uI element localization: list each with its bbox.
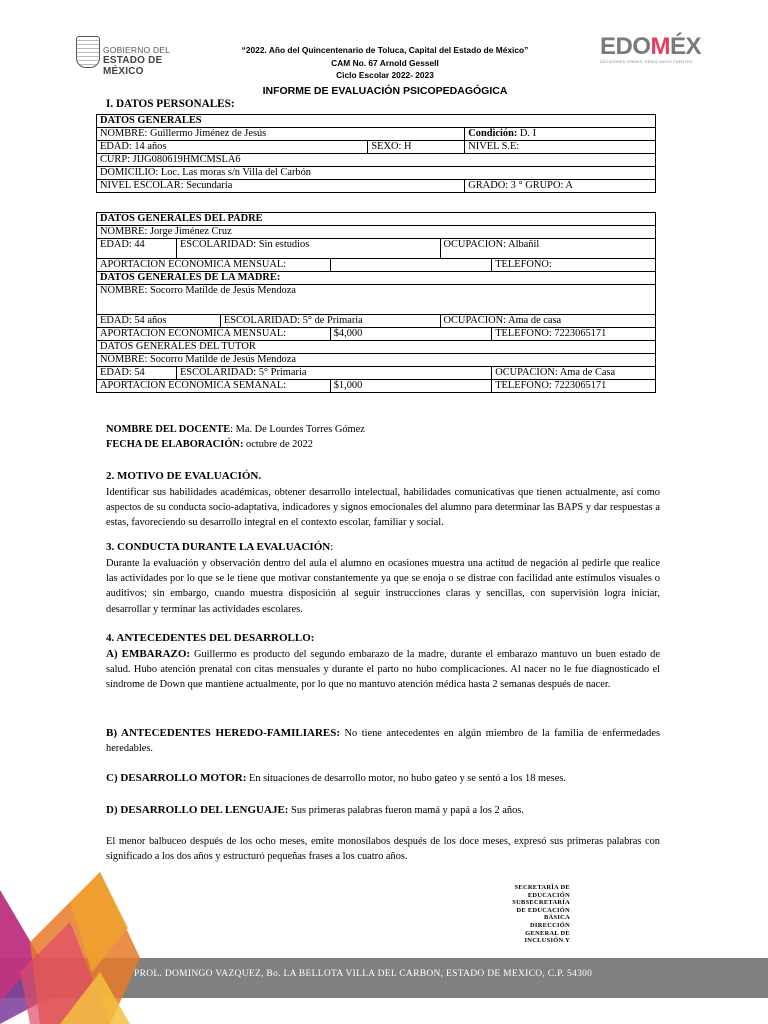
embarazo-text: Guillermo es producto del segundo embarazo de la madre, durante el embarazo mantuvo un buen estado de salud. Hubo atención prenatal con citas mensuales y durante el parto no hubo complicaciones. Al nacer no le fue diagnosticado el síndrome de Down que mantiene actualmente, por lo que no mantuvo atención médica hasta 2 semanas después de nacer. bbox=[106, 649, 660, 691]
date-line bbox=[106, 439, 313, 450]
student-age: EDAD: 14 años bbox=[97, 141, 368, 154]
table-row bbox=[97, 285, 656, 315]
father-name: NOMBRE: Jorge Jiménez Cruz bbox=[97, 226, 656, 239]
embarazo-paragraph bbox=[106, 647, 660, 693]
motor-label: C) DESARROLLO MOTOR: bbox=[106, 772, 247, 784]
table-row bbox=[97, 213, 656, 226]
brand-mark: M bbox=[650, 33, 671, 60]
table-row bbox=[97, 259, 656, 272]
mother-occupation: OCUPACION: Ama de casa bbox=[440, 315, 656, 328]
antecedentes-title: 4. ANTECEDENTES DEL DESARROLLO: bbox=[106, 632, 315, 644]
father-heading: DATOS GENERALES DEL PADRE bbox=[97, 213, 656, 226]
mother-income-value: $4,000 bbox=[330, 328, 491, 341]
teacher-label: NOMBRE DEL DOCENTE bbox=[106, 424, 231, 435]
school-name: CAM No. 67 Arnold Gessell bbox=[331, 57, 439, 68]
decorative-triangles-icon bbox=[0, 862, 140, 1024]
teacher-name: : Ma. De Lourdes Torres Gómez bbox=[230, 424, 365, 435]
table-row bbox=[97, 328, 656, 341]
embarazo-label: A) EMBARAZO: bbox=[106, 648, 191, 660]
table-row bbox=[97, 380, 656, 393]
motor-text: En situaciones de desarrollo motor, no hubo gateo y se sentó a los 18 meses. bbox=[246, 773, 566, 784]
table-row bbox=[97, 239, 656, 259]
state-seal-icon bbox=[76, 36, 100, 68]
table-row bbox=[97, 167, 656, 180]
father-age: EDAD: 44 bbox=[97, 239, 177, 259]
father-occupation: OCUPACION: Albañil bbox=[440, 239, 656, 259]
table-row bbox=[97, 226, 656, 239]
general-data-table bbox=[96, 114, 656, 193]
brand-left: EDO bbox=[600, 33, 651, 60]
family-data-table bbox=[96, 212, 656, 393]
motivo-title: 2. MOTIVO DE EVALUACIÓN. bbox=[106, 470, 262, 482]
student-level-se: NIVEL S.E: bbox=[465, 141, 656, 154]
student-grade: GRADO: 3 ° GRUPO: A bbox=[465, 180, 656, 193]
mother-phone: TELEFONO: 7223065171 bbox=[492, 328, 656, 341]
tutor-income-value: $1,000 bbox=[330, 380, 491, 393]
student-school-level: NIVEL ESCOLAR: Secundaria bbox=[97, 180, 465, 193]
father-income-label: APORTACION ECONOMICA MENSUAL: bbox=[97, 259, 331, 272]
lenguaje-text: Sus primeras palabras fueron mamá y papá a los 2 años. bbox=[288, 805, 524, 816]
lenguaje-label: D) DESARROLLO DEL LENGUAJE: bbox=[106, 804, 289, 816]
balbuceo-paragraph: El menor balbuceo después de los ocho meses, emite monosílabos después de los doce meses, expresó sus primeras palabras con significado a los dos años y estructuró pequeñas frases a los cuatro años. bbox=[106, 836, 660, 863]
gov-logo-line1: GOBIERNO DEL bbox=[103, 45, 171, 55]
father-phone: TELEFONO: bbox=[492, 259, 656, 272]
table-row bbox=[97, 315, 656, 328]
motivo-text: Identificar sus habilidades académicas, obtener desarrollo intelectual, habilidades comunicativas que tienen actualmente, así como aspectos de su conducta socio-adaptativa, indicadores y signos emocionales del alumno para determinar las BAPS y dar respuestas a estas, favoreciendo su desarrollo integral en el contexto escolar, familiar y social. bbox=[106, 487, 660, 529]
teacher-line bbox=[106, 424, 365, 435]
conducta-text: Durante la evaluación y observación dentro del aula el alumno en ocasiones muestra una actitud de negación al pedirle que realice las actividades por lo que se le tiene que motivar constantemente ya que se enoja o se distrae con facilidad ante estímulos visuales o auditivos; sin embargo, cuando muestra disposición al seguir instrucciones claras y sencillas, con supervisión logra iniciar, desarrollar y terminar las actividades escolares. bbox=[106, 558, 660, 615]
mother-income-label: APORTACION ECONOMICA MENSUAL: bbox=[97, 328, 331, 341]
general-heading: DATOS GENERALES bbox=[97, 115, 656, 128]
tutor-age: EDAD: 54 bbox=[97, 367, 177, 380]
table-row bbox=[97, 154, 656, 167]
table-row bbox=[97, 115, 656, 128]
table-row bbox=[97, 341, 656, 354]
edomex-logo bbox=[600, 34, 720, 70]
tutor-schooling: ESCOLARIDAD: 5° Primaria bbox=[176, 367, 491, 380]
motto: “2022. Año del Quincentenario de Toluca, Capital del Estado de México” bbox=[241, 45, 529, 55]
mother-name: NOMBRE: Socorro Matilde de Jesús Mendoza bbox=[97, 285, 656, 315]
table-row bbox=[97, 141, 656, 154]
gov-logo-line2: ESTADO DE MÉXICO bbox=[103, 55, 163, 77]
document-title: INFORME DE EVALUACIÓN PSICOPEDAGÓGICA bbox=[262, 85, 508, 97]
condition-label: Condición: bbox=[468, 128, 518, 139]
footer-address: PROL. DOMINGO VAZQUEZ, Bo. LA BELLOTA VILLA DEL CARBON, ESTADO DE MEXICO, C.P. 54300 bbox=[134, 969, 593, 979]
heredo-text: No tiene antecedentes en algún miembro de la familia de enfermedades heredables. bbox=[106, 728, 660, 755]
conducta-title: 3. CONDUCTA DURANTE LA EVALUACIÓN: bbox=[106, 541, 334, 553]
table-row bbox=[97, 272, 656, 285]
student-curp: CURP: JIJG080619HMCMSLA6 bbox=[97, 154, 656, 167]
date-value: octubre de 2022 bbox=[243, 439, 313, 450]
brand-tagline: DECISIONES FIRMES, RESULTADOS FUERTES. bbox=[600, 60, 694, 64]
heredo-label: B) ANTECEDENTES HEREDO-FAMILIARES: bbox=[106, 727, 341, 739]
father-income-value bbox=[330, 259, 491, 272]
section-1-title: I. DATOS PERSONALES: bbox=[106, 98, 235, 110]
heredo-paragraph bbox=[106, 726, 660, 756]
header-text bbox=[190, 44, 580, 82]
condition-value: D. I bbox=[517, 128, 537, 139]
condition-cell bbox=[465, 128, 656, 141]
student-sex: SEXO: H bbox=[368, 141, 465, 154]
table-row bbox=[97, 354, 656, 367]
mother-heading: DATOS GENERALES DE LA MADRE: bbox=[97, 272, 656, 285]
tutor-phone: TELEFONO: 7223065171 bbox=[492, 380, 656, 393]
government-logo bbox=[76, 36, 196, 77]
table-row bbox=[97, 367, 656, 380]
student-address: DOMICILIO: Loc. Las moras s/n Villa del Carbón bbox=[97, 167, 656, 180]
mother-schooling: ESCOLARIDAD: 5° de Primaria bbox=[220, 315, 440, 328]
table-row bbox=[97, 180, 656, 193]
table-row bbox=[97, 128, 656, 141]
institution-stamp: SECRETARÍA DE EDUCACIÓN SUBSECRETARÍA DE EDUCACIÓN BÁSICA DIRECCIÓN GENERAL DE INCLUSIÓN Y bbox=[512, 884, 570, 945]
tutor-income-label: APORTACION ECONOMICA SEMANAL: bbox=[97, 380, 331, 393]
tutor-occupation: OCUPACION: Ama de Casa bbox=[492, 367, 656, 380]
tutor-name: NOMBRE: Socorro Matilde de Jesús Mendoza bbox=[97, 354, 656, 367]
student-name: NOMBRE: Guillermo Jiménez de Jesús bbox=[97, 128, 465, 141]
brand-right: ÉX bbox=[670, 33, 702, 60]
date-label: FECHA DE ELABORACIÓN: bbox=[106, 439, 244, 450]
tutor-heading: DATOS GENERALES DEL TUTOR bbox=[97, 341, 656, 354]
motor-paragraph bbox=[106, 771, 660, 786]
mother-age: EDAD: 54 años bbox=[97, 315, 221, 328]
school-cycle: Ciclo Escolar 2022- 2023 bbox=[336, 70, 434, 81]
father-schooling: ESCOLARIDAD: Sin estudios bbox=[176, 239, 440, 259]
lenguaje-paragraph bbox=[106, 803, 660, 818]
